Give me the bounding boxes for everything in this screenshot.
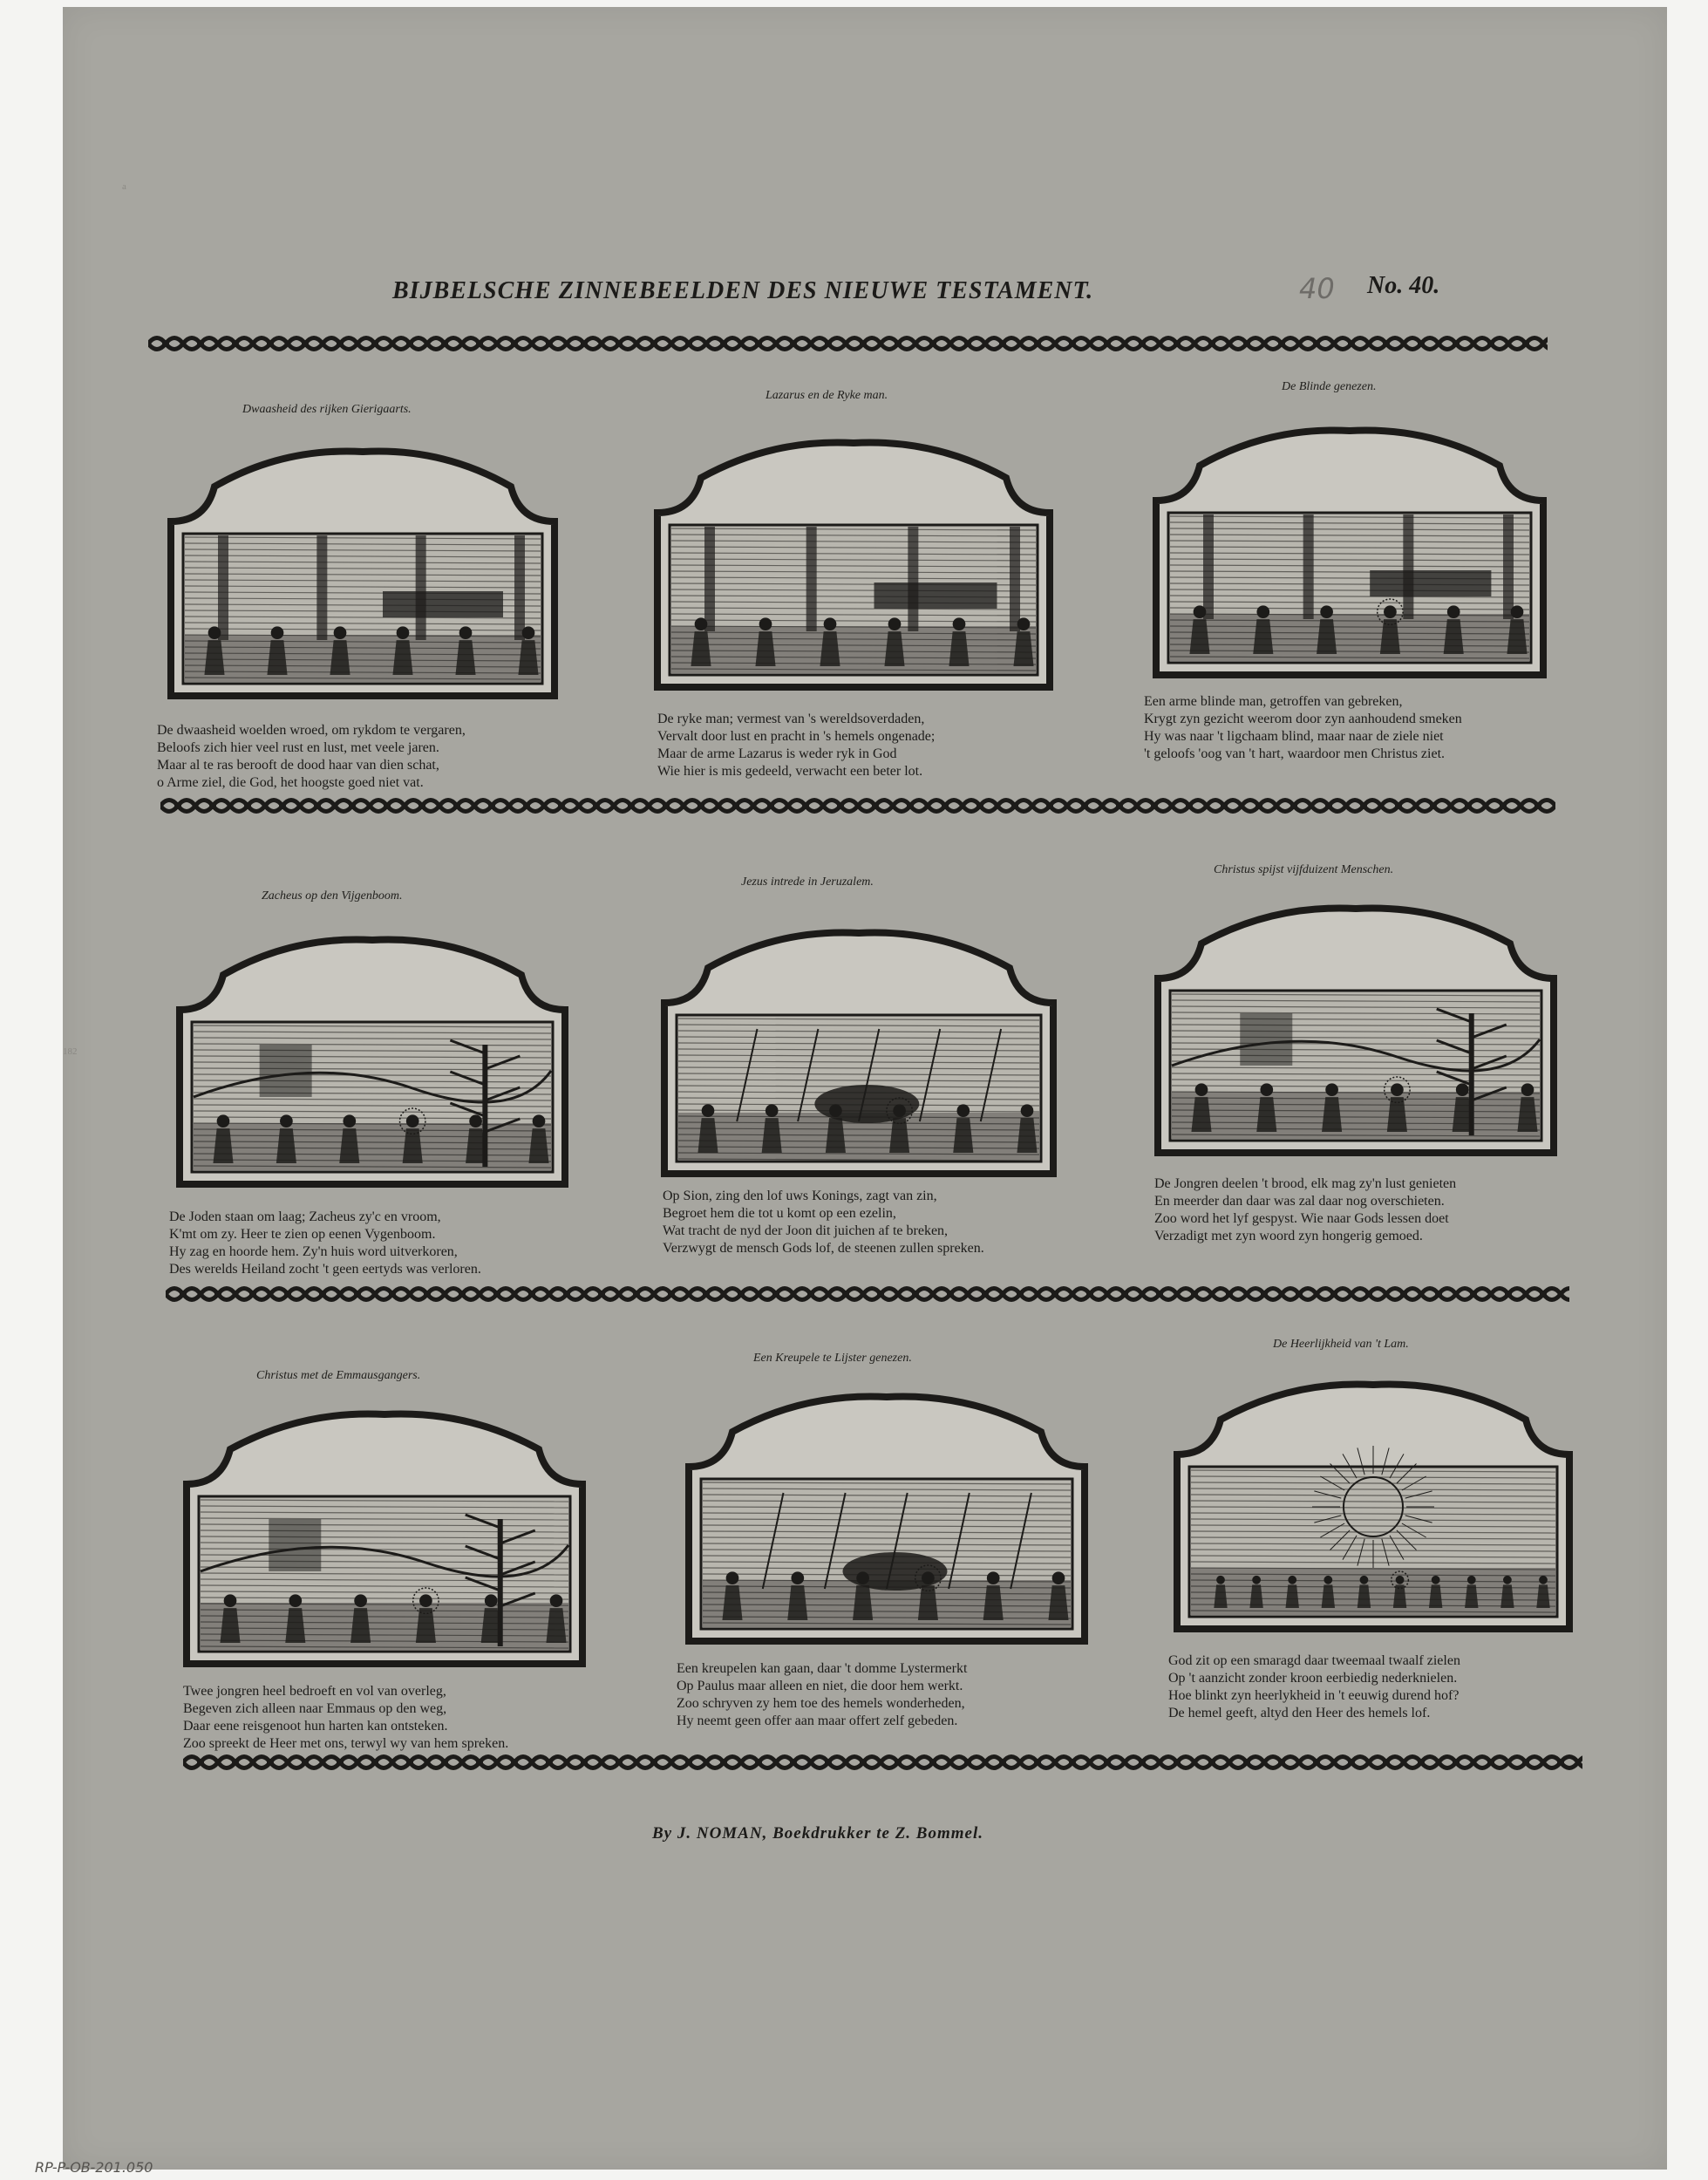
print-caption: De Heerlijkheid van 't Lam. — [1273, 1338, 1409, 1351]
print-verse: De Jongren deelen 't brood, elk mag zy'n lust genieten En meerder dan daar was zal daar nog overschieten. Zoo word het lyf gespyst. Wie naar Gods lessen doet Verzadigt met zyn woord zyn hongerig gemoed. — [1154, 1176, 1457, 1243]
margin-mark: a — [122, 181, 126, 192]
print-caption: Lazarus en de Ryke man. — [766, 389, 888, 402]
woodcut-lazarus — [649, 434, 1058, 696]
woodcut-illustration — [649, 434, 1058, 696]
print-verse: De Joden staan om laag; Zacheus zy'c en vroom, K'mt om zy. Heer te zien op eenen Vygenboom. Hy zag en hoorde hem. Zy'n huis word uitverkoren, Des werelds Heiland zocht 't geen eertyds was verloren. — [169, 1209, 481, 1277]
printer-imprint: By J. NOMAN, Boekdrukker te Z. Bommel. — [652, 1824, 983, 1843]
print-caption: Een Kreupele te Lijster genezen. — [753, 1352, 912, 1365]
woodcut-illustration — [171, 931, 574, 1193]
ornamental-border — [160, 791, 1555, 821]
sheet-title: BIJBELSCHE ZINNEBEELDEN DES NIEUWE TESTAMENT. — [392, 277, 1094, 304]
print-verse: Een kreupelen kan gaan, daar 't domme Lystermerkt Op Paulus maar alleen en niet, die door hem werkt. Zoo schryven zy hem toe des hemels wonderheden, Hy neemt geen offer aan maar offert zelf gebeden. — [677, 1661, 968, 1728]
woodcut-zacheus — [171, 931, 574, 1193]
sheet-number: No. 40. — [1367, 272, 1440, 299]
woodcut-illustration — [178, 1406, 591, 1672]
print-verse: God zit op een smaragd daar tweemaal twaalf zielen Op 't aanzicht zonder kroon eerbiedig nederknielen. Hoe blinkt zyn heerlykheid in 't eeuwig durend hof? De hemel geeft, altyd den Heer des hemels lof. — [1168, 1653, 1460, 1720]
woodcut-illustration — [1147, 422, 1552, 684]
woodcut-illustration — [680, 1388, 1093, 1650]
woodcut-entry — [656, 924, 1062, 1182]
print-verse: De dwaasheid woelden wroed, om rykdom te vergaren, Beloofs zich hier veel rust en lust, met veele jaren. Maar al te ras berooft de dood haar van dien schat, o Arme ziel, die God, het hoogste goed niet vat. — [157, 723, 466, 790]
pencil-number: 40 — [1299, 272, 1335, 305]
rope-ornament — [148, 329, 1548, 358]
print-caption: Christus met de Emmausgangers. — [256, 1369, 421, 1382]
print-caption: Zacheus op den Vijgenboom. — [262, 889, 403, 903]
woodcut-illustration — [1149, 900, 1562, 1162]
rope-ornament — [166, 1279, 1569, 1309]
woodcut-illustration — [656, 924, 1062, 1182]
woodcut-emmaus — [178, 1406, 591, 1672]
print-verse: Twee jongren heel bedroeft en vol van overleg, Begeven zich alleen naar Emmaus op den weg, Daar eene reisgenoot hun harten kan ontsteken. Zoo spreekt de Heer met ons, terwyl wy van hem spreken. — [183, 1684, 509, 1751]
inventory-number: RP-P-OB-201.050 — [35, 2159, 153, 2176]
woodcut-lamb — [1168, 1376, 1578, 1638]
rope-ornament — [160, 791, 1555, 821]
print-verse: Op Sion, zing den lof uws Konings, zagt van zin, Begroet hem die tot u komt op een ezelin, Wat tracht de nyd der Joon dit juichen af te breken, Verzwygt de mensch Gods lof, de steenen zullen spreken. — [663, 1189, 984, 1256]
woodcut-miser — [162, 443, 563, 705]
print-caption: Dwaasheid des rijken Gierigaarts. — [242, 403, 412, 416]
print-verse: De ryke man; vermest van 's wereldsoverdaden, Vervalt door lust en pracht in 's hemels ongenade; Maar de arme Lazarus is weder ryk in God Wie hier is mis gedeeld, verwacht een beter lot. — [657, 712, 936, 779]
ornamental-border — [166, 1279, 1569, 1309]
print-caption: Christus spijst vijfduizent Menschen. — [1214, 863, 1394, 876]
margin-mark: 182 — [63, 1046, 78, 1057]
ornamental-border — [148, 329, 1548, 358]
print-verse: Een arme blinde man, getroffen van gebreken, Krygt zyn gezicht weerom door zyn aanhoudend smeken Hy was naar 't ligchaam blind, maar naar de ziele niet 't geloofs 'oog van 't hart, waardoor men Christus ziet. — [1144, 694, 1462, 761]
woodcut-illustration — [1168, 1376, 1578, 1638]
woodcut-illustration — [162, 443, 563, 705]
woodcut-blind — [1147, 422, 1552, 684]
woodcut-cripple — [680, 1388, 1093, 1650]
print-caption: Jezus intrede in Jeruzalem. — [741, 875, 874, 889]
print-caption: De Blinde genezen. — [1282, 380, 1377, 393]
woodcut-feeding — [1149, 900, 1562, 1162]
